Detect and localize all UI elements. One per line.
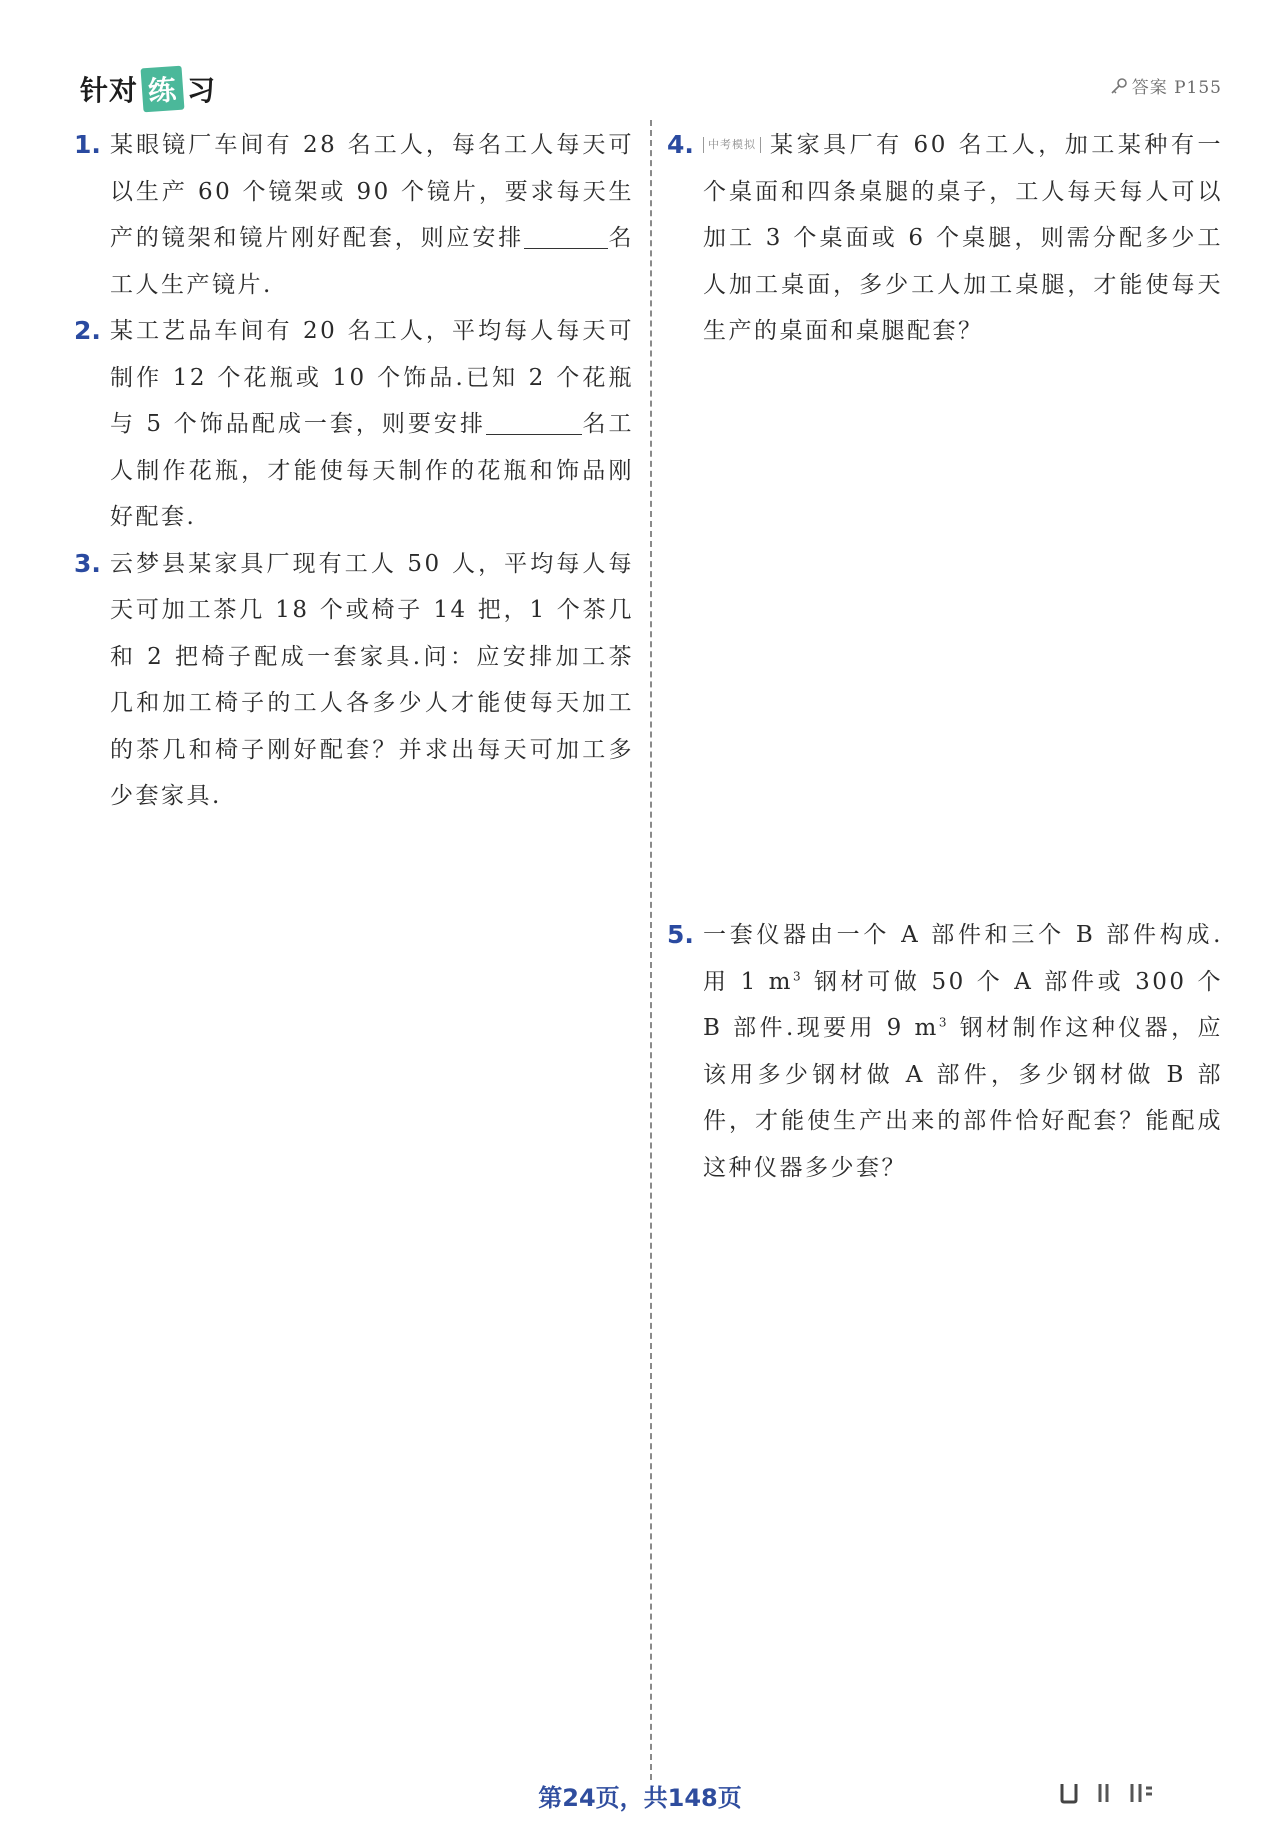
problem-number: 2. [74, 316, 101, 345]
problem-text [110, 308, 634, 541]
key-icon [1110, 77, 1128, 95]
section-title-part2: 习 [187, 74, 217, 107]
problem-number: 5. [667, 920, 694, 949]
fit-page-icon[interactable] [1060, 1782, 1078, 1808]
problem-5-container [667, 912, 1223, 1191]
problem-number: 3. [74, 548, 101, 578]
page-indicator: 第24页，共148页 [538, 1784, 742, 1812]
section-title-part1: 针对 [80, 74, 139, 107]
problem-5 [667, 912, 1223, 1191]
problem-text-part-a: 某眼镜厂车间有 28 名工人，每名工人每天可以生产 60 个镜架或 90 个镜片，要求每天生产的镜架和镜片刚好配套，则应安排 [110, 132, 634, 251]
single-page-icon[interactable] [1096, 1782, 1110, 1808]
column-divider [650, 120, 652, 1780]
problem-number: 4. [667, 130, 694, 159]
answer-blank[interactable] [524, 247, 608, 249]
problem-3 [74, 541, 634, 820]
problem-text [703, 122, 1223, 355]
answer-blank[interactable] [486, 433, 582, 435]
problem-text [703, 912, 1223, 1191]
problem-text-part-b: 名工人制作花瓶，才能使每天制作的花瓶和饰品刚好配套. [110, 411, 634, 530]
section-title-highlight: 练 [141, 66, 185, 113]
superscript: 3 [938, 1015, 949, 1030]
problem-text-part-c: 钢材制作这种仪器，应该用多少钢材做 A 部件，多少钢材做 B 部件，才能使生产出来的部件恰好配套？能配成这种仪器多少套？ [703, 1015, 1223, 1181]
right-column [667, 122, 1223, 355]
left-column [74, 122, 634, 820]
viewer-toolbar [1060, 1782, 1154, 1808]
answer-reference-text: 答案 P155 [1131, 78, 1222, 98]
problem-text-part-b: 钢材可做 50 个 A 部件或 300 个 B 部件.现要用 9 m [703, 968, 1223, 1041]
problem-2 [74, 308, 634, 541]
problem-1 [74, 122, 634, 308]
section-title [80, 66, 216, 112]
problem-text-part-a: 一套仪器由一个 A 部件和三个 B 部件构成.用 1 m [703, 922, 1223, 995]
problem-text-body: 某家具厂有 60 名工人，加工某种有一个桌面和四条桌腿的桌子，工人每天每人可以加工 3 个桌面或 6 个桌腿，则需分配多少工人加工桌面，多少工人加工桌腿，才能使每天生产的桌面和桌腿配套？ [703, 132, 1223, 344]
problem-number: 1. [74, 130, 101, 159]
problem-text-part-b: 名工人生产镜片. [110, 225, 635, 298]
problem-text-part-a: 某工艺品车间有 20 名工人，平均每人每天可制作 12 个花瓶或 10 个饰品.已知 2 个花瓶与 5 个饰品配成一套，则要安排 [110, 318, 634, 437]
problem-4 [667, 122, 1223, 355]
two-page-icon[interactable] [1128, 1782, 1154, 1808]
answer-reference [1110, 73, 1222, 98]
superscript: 3 [792, 968, 804, 983]
problem-text: 云梦县某家具厂现有工人 50 人，平均每人每天可加工茶几 18 个或椅子 14 把，1 个茶几和 2 把椅子配成一套家具.问：应安排加工茶几和加工椅子的工人各多少人才能使每天加工的茶几和椅子刚好配套？并求出每天可加工多少套家具. [110, 550, 634, 809]
problem-text [110, 122, 634, 308]
exam-tag: 中考模拟 [703, 137, 761, 153]
